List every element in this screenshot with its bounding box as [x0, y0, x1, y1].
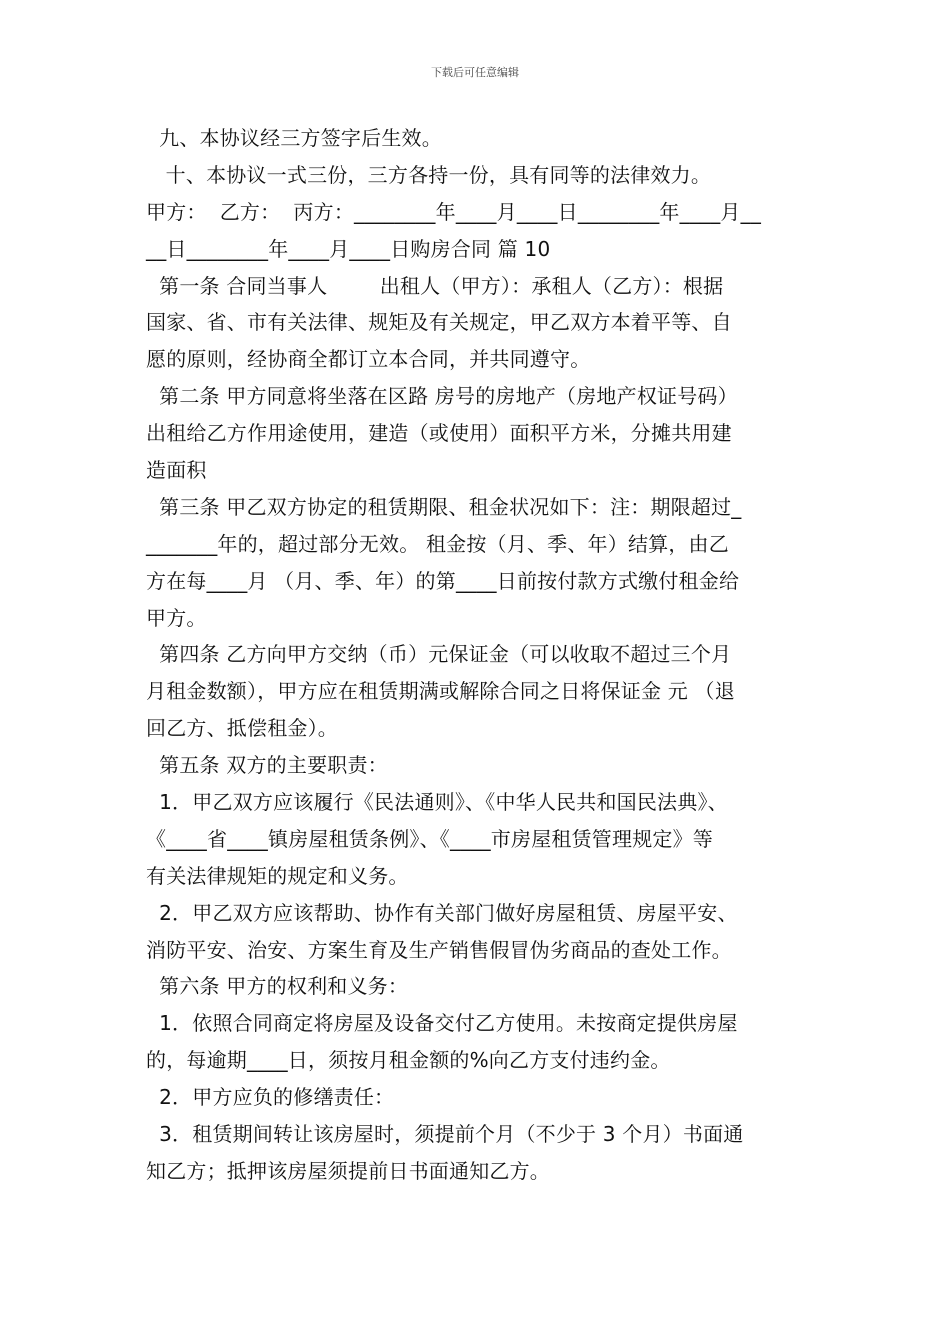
text-line: 1．甲乙双方应该履行《民法通则》、《中华人民共和国民法典》、	[146, 790, 728, 815]
text-line: 月租金数额），甲方应在租赁期满或解除合同之日将保证金 元 （退	[146, 679, 735, 704]
text-line: 甲方。	[146, 605, 207, 630]
text-line: 3．租赁期间转让该房屋时，须提前个月（不少于 3 个月）书面通	[146, 1122, 744, 1147]
document-body	[146, 120, 811, 1190]
text-line: 2．甲方应负的修缮责任：	[146, 1085, 395, 1110]
text-line: 的，每逾期____日，须按月租金额的%向乙方支付违约金。	[146, 1048, 671, 1073]
text-line: 九、本协议经三方签字后生效。	[146, 126, 442, 150]
text-line: 第一条 合同当事人 出租人（甲方）：承租人（乙方）：根据	[146, 273, 724, 298]
text-line: 2．甲乙双方应该帮助、协作有关部门做好房屋租赁、房屋平安、	[146, 900, 738, 925]
text-line: 消防平安、治安、方案生育及生产销售假冒伪劣商品的查处工作。	[146, 937, 732, 962]
text-line: 第二条 甲方同意将坐落在区路 房号的房地产（房地产权证号码）	[146, 384, 738, 409]
text-line: 出租给乙方作用途使用，建造（或使用）面积平方米，分摊共用建	[146, 421, 732, 446]
text-line: 造面积	[146, 458, 207, 483]
text-line: __日________年____月____日购房合同 篇 10	[146, 236, 551, 261]
text-line: 1．依照合同商定将房屋及设备交付乙方使用。未按商定提供房屋	[146, 1011, 738, 1036]
text-line: 第五条 双方的主要职责：	[146, 753, 388, 778]
text-line: 十、本协议一式三份，三方各持一份，具有同等的法律效力。	[146, 162, 712, 187]
text-line: 方在每____月 （月、季、年）的第____日前按付款方式缴付租金给	[146, 568, 740, 593]
text-line: 知乙方；抵押该房屋须提前日书面通知乙方。	[146, 1158, 550, 1183]
text-line: 甲方： 乙方： 丙方：________年____月____日________年____月__	[146, 199, 762, 224]
text-line: 《____省____镇房屋租赁条例》、《____市房屋租赁管理规定》等	[146, 826, 713, 851]
text-line: 第三条 甲乙双方协定的租赁期限、租金状况如下：注：期限超过_	[146, 494, 742, 519]
text-line: 愿的原则，经协商全都订立本合同，并共同遵守。	[146, 347, 591, 372]
page-header: 下载后可任意编辑	[431, 66, 519, 79]
text-line: 第四条 乙方向甲方交纳（币）元保证金（可以收取不超过三个月	[146, 642, 732, 667]
text-line: _______年的，超过部分无效。 租金按（月、季、年）结算，由乙	[146, 531, 729, 556]
text-line: 第六条 甲方的权利和义务：	[146, 974, 409, 999]
text-line: 有关法律规矩的规定和义务。	[146, 863, 409, 888]
text-line: 国家、省、市有关法律、规矩及有关规定，甲乙双方本着平等、自	[146, 310, 732, 335]
text-line: 回乙方、抵偿租金）。	[146, 716, 338, 741]
